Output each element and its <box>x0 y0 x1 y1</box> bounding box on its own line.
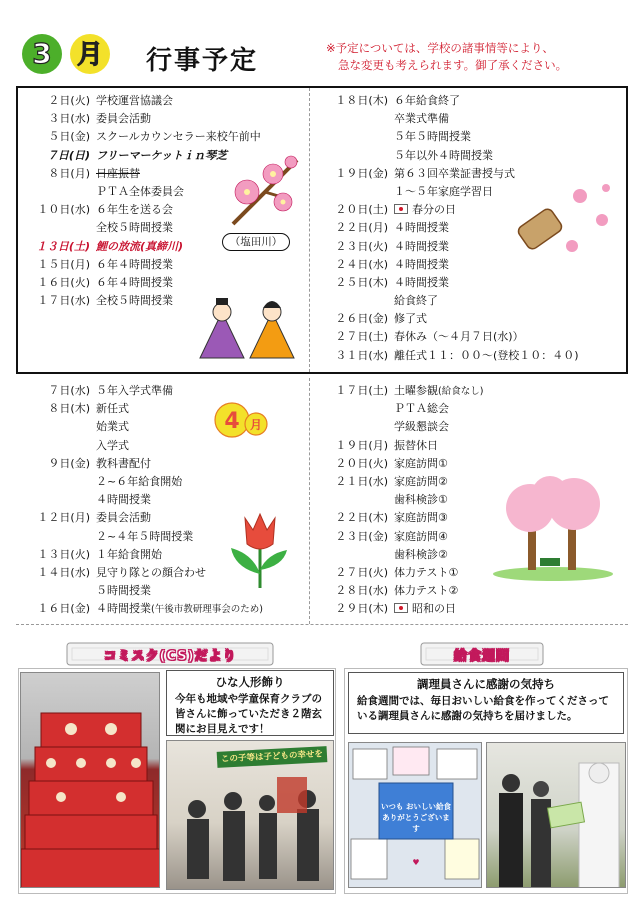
schedule-date: ７日(水) <box>48 384 90 397</box>
schedule-row <box>312 110 627 128</box>
svg-text:月: 月 <box>76 40 104 70</box>
schedule-date: １９日(金) <box>335 166 388 180</box>
hina-dolls-illustration <box>192 290 302 362</box>
lunch-section-heading <box>420 642 544 666</box>
schedule-event: 修了式 <box>394 312 427 326</box>
schedule-date: ３日(水) <box>48 112 90 126</box>
schedule-event: 春休み（～４月７日(水)） <box>394 330 524 344</box>
schedule-event: ６年４時間授業 <box>96 257 173 271</box>
schedule-date: １６日(火) <box>37 275 90 289</box>
schedule-date: １３日(火) <box>37 547 90 561</box>
schedule-date: １４日(水) <box>37 565 90 579</box>
schedule-date: １９日(月) <box>335 438 388 452</box>
schedule-row <box>312 147 627 165</box>
schedule-date: ２２日(月) <box>335 221 388 235</box>
schedule-event: ２~６年給食開始 <box>96 474 183 488</box>
cs-card-text: 今年も地域や学童保育クラブの皆さんに飾っていただき２階玄関にお目見えです！ <box>175 693 322 735</box>
schedule-event: 春分の日 <box>412 203 456 217</box>
cherry-tree-illustration <box>488 474 618 582</box>
schedule-event: 委員会活動 <box>96 112 151 126</box>
schedule-event: 新任式 <box>96 402 129 416</box>
schedule-date: ７日(日) <box>46 148 90 162</box>
thank-you-board-photo <box>348 742 482 888</box>
svg-text:月: 月 <box>249 418 263 432</box>
schedule-event: 鯉の放流(真締川) <box>96 239 184 253</box>
schedule-date: １７日(土) <box>335 384 388 397</box>
schedule-date: ２６日(金) <box>335 312 388 326</box>
schedule-event: ４時間授業 <box>96 493 151 507</box>
schedule-event: ５年入学式準備 <box>96 384 173 397</box>
lunch-card-title: 調理員さんに感謝の気持ち <box>417 677 555 691</box>
schedule-row <box>20 400 310 418</box>
section-divider <box>16 624 628 625</box>
schedule-row <box>312 347 627 365</box>
schedule-row <box>312 582 627 600</box>
schedule-date: ２３日(火) <box>335 239 388 253</box>
schedule-event: ５年５時間授業 <box>394 130 471 144</box>
schedule-event: 入学式 <box>96 438 129 452</box>
svg-text:♥: ♥ <box>412 858 420 867</box>
schedule-event: 体力テスト② <box>394 584 459 598</box>
notice <box>326 40 626 74</box>
banner-text: この子等は子どもの幸せを <box>217 746 328 768</box>
schedule-event: 委員会活動 <box>96 511 151 525</box>
schedule-row <box>20 418 310 436</box>
svg-text:3: 3 <box>32 37 52 70</box>
schedule-row <box>20 382 310 400</box>
board-message <box>379 801 453 834</box>
schedule-row <box>312 600 627 618</box>
schedule-date: ２７日(土) <box>335 330 388 344</box>
schedule-date: ８日(月) <box>48 166 90 180</box>
schedule-date: １０日(水) <box>37 203 90 217</box>
people-viewing-photo <box>166 740 334 890</box>
cs-heading-label: コミスク(CS)だより <box>103 648 237 664</box>
schedule-event: ６年４時間授業 <box>96 275 173 289</box>
schedule-date: １５日(月) <box>37 257 90 271</box>
staff-and-students-icon <box>487 743 626 888</box>
schedule-row <box>312 328 627 346</box>
japan-flag-icon <box>394 204 408 214</box>
lunch-card-text: 給食週間では、毎日おいしい給食を作ってくださっている調理員さんに感謝の気持ちを届けました。 <box>357 695 609 722</box>
people-silhouettes-icon <box>167 741 334 890</box>
schedule-event: ６年生を送る会 <box>96 203 173 217</box>
schedule-date: ２４日(水) <box>335 257 388 271</box>
schedule-row <box>312 455 627 473</box>
schedule-event: 全校５時間授業 <box>96 294 173 308</box>
schedule-row <box>20 110 310 128</box>
hina-display-photo <box>20 672 160 888</box>
schedule-event: 教科書配付 <box>96 456 151 470</box>
notice-line-1: ※予定については、学校の諸事情等により、 <box>326 41 554 55</box>
schedule-event: 歯科検診① <box>394 493 448 507</box>
schedule-event: 離任式１１：００～(登校１０：４０) <box>394 348 579 362</box>
schedule-date: ２９日(木) <box>335 602 388 616</box>
schedule-event: ４時間授業 <box>96 602 151 616</box>
schedule-event: 昭和の日 <box>412 602 456 616</box>
schedule-row <box>20 256 310 274</box>
schedule-event: １年給食開始 <box>96 547 162 561</box>
schedule-event: ＰＴＡ全体委員会 <box>96 184 184 198</box>
schedule-row <box>20 128 310 146</box>
schedule-date: ３１日(水) <box>335 348 388 362</box>
japan-flag-icon <box>394 603 408 613</box>
hina-steps-icon <box>21 673 160 888</box>
schedule-event: 体力テスト① <box>394 565 459 579</box>
schedule-event: ２~４年５時間授業 <box>96 529 194 543</box>
schedule-date: ２０日(土) <box>335 203 388 217</box>
schedule-row <box>312 310 627 328</box>
schedule-row <box>20 455 310 473</box>
schedule-date: ２７日(火) <box>335 565 388 579</box>
schedule-event: 土曜参観 <box>394 384 438 397</box>
schedule-date: ２１日(水) <box>335 474 388 488</box>
schedule-event: 給食終了 <box>394 294 438 308</box>
schedule-event: ６年給食終了 <box>394 94 460 107</box>
schedule-event: ５時間授業 <box>96 584 151 598</box>
schedule-event: 第６３回卒業証書授与式 <box>394 166 515 180</box>
schedule-date: １８日(木) <box>335 94 388 107</box>
schedule-event: 日座振替 <box>96 166 140 180</box>
schedule-note: (午後市教研理事会のため) <box>151 604 263 616</box>
schedule-event: 見守り隊との顔合わせ <box>96 565 206 579</box>
page-title: 行事予定 <box>146 46 259 76</box>
schedule-event: 家庭訪問② <box>394 474 448 488</box>
svg-text:4: 4 <box>224 409 240 434</box>
schedule-date: ５日(金) <box>48 130 90 144</box>
march-badge <box>20 30 116 78</box>
schedule-event: １～５年家庭学習日 <box>394 184 493 198</box>
lunch-card <box>348 672 624 734</box>
notice-line-2: 急な変更も考えられます。御了承ください。 <box>338 58 568 72</box>
schedule-event: 振替休日 <box>394 438 438 452</box>
plum-blossom-illustration <box>225 150 305 230</box>
cs-card <box>166 670 334 736</box>
schedule-event: ５年以外４時間授業 <box>394 148 493 162</box>
handover-photo <box>486 742 626 888</box>
schedule-row <box>20 437 310 455</box>
cs-section-heading <box>66 642 274 666</box>
schedule-event: 家庭訪問③ <box>394 511 448 525</box>
schedule-event: フリーマーケットｉｎ琴芝 <box>96 148 228 162</box>
schedule-row <box>20 491 310 509</box>
schedule-event: ４時間授業 <box>394 257 449 271</box>
schedule-event: スクールカウンセラー来校午前中 <box>96 130 261 144</box>
schedule-row <box>20 600 310 618</box>
schedule-row <box>312 382 627 400</box>
schedule-date: ８日(木) <box>48 402 90 416</box>
board-line-2: ありがとうございます <box>382 813 450 833</box>
schedule-date: ９日(金) <box>48 456 90 470</box>
schedule-row <box>20 473 310 491</box>
sakura-log-illustration <box>510 176 620 266</box>
schedule-date: ２２日(木) <box>335 511 388 525</box>
schedule-event: ＰＴＡ総会 <box>394 402 449 416</box>
schedule-row <box>312 128 627 146</box>
schedule-row <box>312 400 627 418</box>
schedule-date: ２日(火) <box>48 94 90 107</box>
schedule-event: ４時間授業 <box>394 239 449 253</box>
schedule-event: 始業式 <box>96 420 129 434</box>
schedule-row <box>312 418 627 436</box>
schedule-event: 卒業式準備 <box>394 112 449 126</box>
schedule-date: ２０日(火) <box>335 456 388 470</box>
schedule-event: 家庭訪問① <box>394 456 448 470</box>
schedule-event: 歯科検診② <box>394 547 448 561</box>
schedule-date: １６日(金) <box>37 602 90 616</box>
schedule-date: １７日(水) <box>37 294 90 308</box>
tulip-illustration <box>225 508 295 590</box>
location-note: （塩田川） <box>222 233 290 251</box>
board-line-1: いつも おいしい給食 <box>380 802 452 811</box>
schedule-date: ２３日(金) <box>335 529 388 543</box>
schedule-event: 家庭訪問④ <box>394 529 448 543</box>
schedule-row <box>312 92 627 110</box>
schedule-event: 学校運営協議会 <box>96 94 173 107</box>
schedule-date: １２日(月) <box>37 511 90 525</box>
schedule-row <box>312 274 627 292</box>
schedule-row <box>312 437 627 455</box>
schedule-event: ４時間授業 <box>394 275 449 289</box>
schedule-event: 全校５時間授業 <box>96 221 173 235</box>
lunch-heading-label: 給食週間 <box>453 648 510 664</box>
cs-card-title: ひな人形飾り <box>215 675 285 689</box>
schedule-row <box>312 292 627 310</box>
schedule-note: (給食なし) <box>438 386 484 397</box>
schedule-date: ２５日(木) <box>335 275 388 289</box>
schedule-row <box>20 92 310 110</box>
schedule-event: ４時間授業 <box>394 221 449 235</box>
schedule-event: 学級懇談会 <box>394 420 449 434</box>
schedule-date: ２８日(水) <box>335 584 388 598</box>
schedule-date: １３日(土) <box>35 239 90 253</box>
